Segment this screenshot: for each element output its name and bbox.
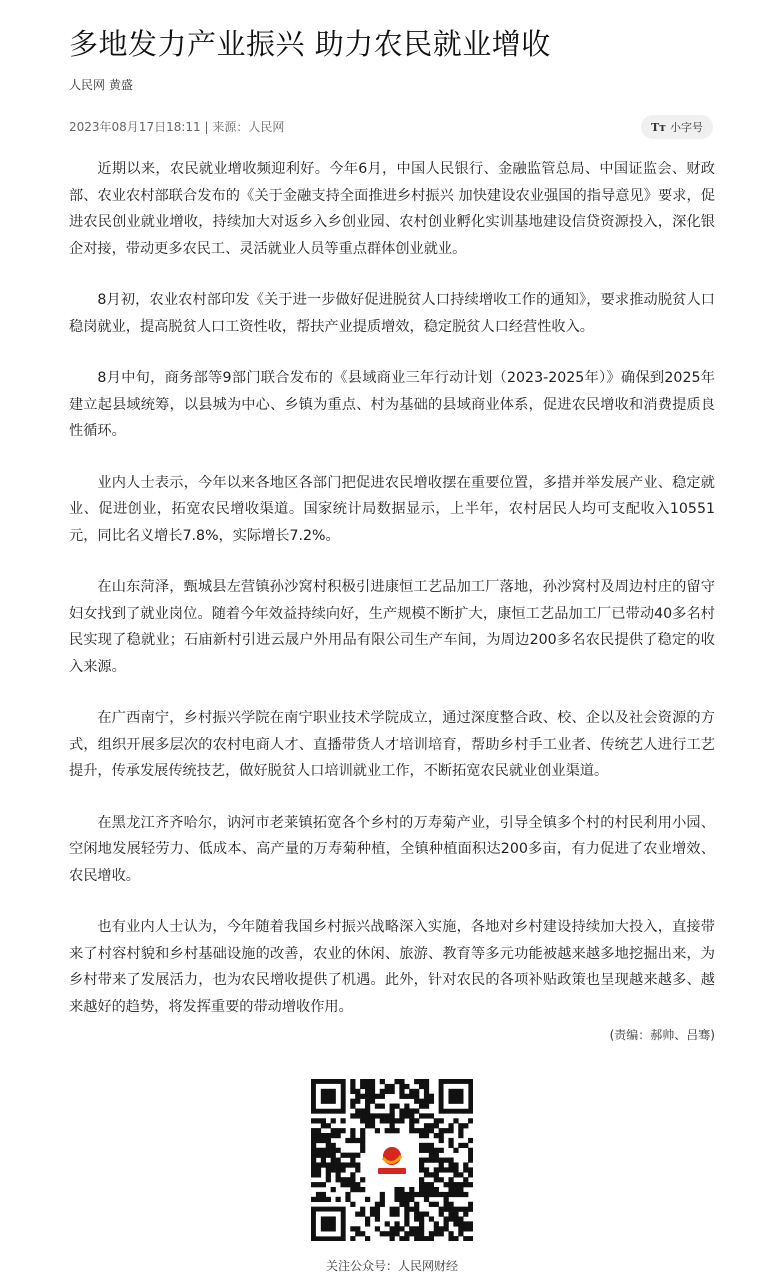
paragraph: 在山东菏泽，甄城县左营镇孙沙窝村积极引进康恒工艺品加工厂落地，孙沙窝村及周边村庄的留守妇女找到了就业岗位。随着今年效益持续向好，生产规模不断扩大，康恒工艺品加工厂已带动40多名村民实现了稳就业；石庙新村引进云晟户外用品有限公司生产车间，为周边200多名农民提供了稳定的收入来源。	[69, 579, 715, 675]
qr-caption: 关注公众号：人民网财经	[325, 1259, 458, 1273]
article-author: 人民网 黄盛	[69, 78, 133, 92]
people-finance-logo	[372, 1140, 412, 1180]
paragraph: 在黑龙江齐齐哈尔，讷河市老莱镇拓宽各个乡村的万寿菊产业，引导全镇多个村的村民利用小园、空闲地发展轻劳力、低成本、高产量的万寿菊种植，全镇种植面积达200多亩，有力促进了农业增效、农民增收。	[69, 814, 715, 884]
qr-code	[311, 1079, 473, 1241]
article-body	[69, 156, 715, 1045]
font-size-label: 小字号	[670, 121, 703, 134]
editor-credit: (责编：郝帅、吕骞)	[609, 1028, 715, 1042]
paragraph: 8月中旬，商务部等9部门联合发布的《县域商业三年行动计划（2023-2025年）》确保到2025年建立起县域统筹，以县城为中心、乡镇为重点、村为基础的县域商业体系，促进农民增收和消费提质良性循环。	[69, 370, 715, 439]
paragraph: 业内人士表示，今年以来各地区各部门把促进农民增收摆在重要位置，多措并举发展产业、稳定就业、促进创业，拓宽农民增收渠道。国家统计局数据显示，上半年，农村居民人均可支配收入10551元，同比名义增长7.8%，实际增长7.2%。	[69, 474, 715, 544]
paragraph: 在广西南宁，乡村振兴学院在南宁职业技术学院成立，通过深度整合政、校、企以及社会资源的方式，组织开展多层次的农村电商人才、直播带货人才培训培育，帮助乡村手工业者、传统艺人进行工艺提升，传承发展传统技艺，做好脱贫人口培训就业工作，不断拓宽农民就业创业渠道。	[69, 710, 715, 779]
article-title: 多地发力产业振兴 助力农民就业增收	[69, 27, 551, 61]
paragraph: 也有业内人士认为，今年随着我国乡村振兴战略深入实施，各地对乡村建设持续加大投入，直接带来了村容村貌和乡村基础设施的改善，农业的休闲、旅游、教育等多元功能被越来越多地挖掘出来，为乡村带来了发展活力，也为农民增收提供了机遇。此外，针对农民的各项补贴政策也呈现越来越多、越来越好的趋势，将发挥重要的带动增收作用。	[69, 919, 715, 1015]
paragraph: 近期以来，农民就业增收频迎利好。今年6月，中国人民银行、金融监管总局、中国证监会、财政部、农业农村部联合发布的《关于金融支持全面推进乡村振兴 加快建设农业强国的指导意见》要求，促进农民创业就业增收，持续加大对返乡入乡创业园、农村创业孵化实训基地建设信贷资源投入，深化银企对接，带动更多农民工、灵活就业人员等重点群体创业就业。	[69, 161, 715, 257]
font-size-button[interactable]	[641, 115, 713, 139]
paragraph: 8月初，农业农村部印发《关于进一步做好促进脱贫人口持续增收工作的通知》，要求推动脱贫人口稳岗就业，提高脱贫人口工资性收，帮扶产业提质增效，稳定脱贫人口经营性收入。	[69, 292, 715, 335]
article-meta: 2023年08月17日18:11 | 来源：人民网	[69, 120, 285, 134]
text-size-icon: Tт	[650, 120, 666, 134]
